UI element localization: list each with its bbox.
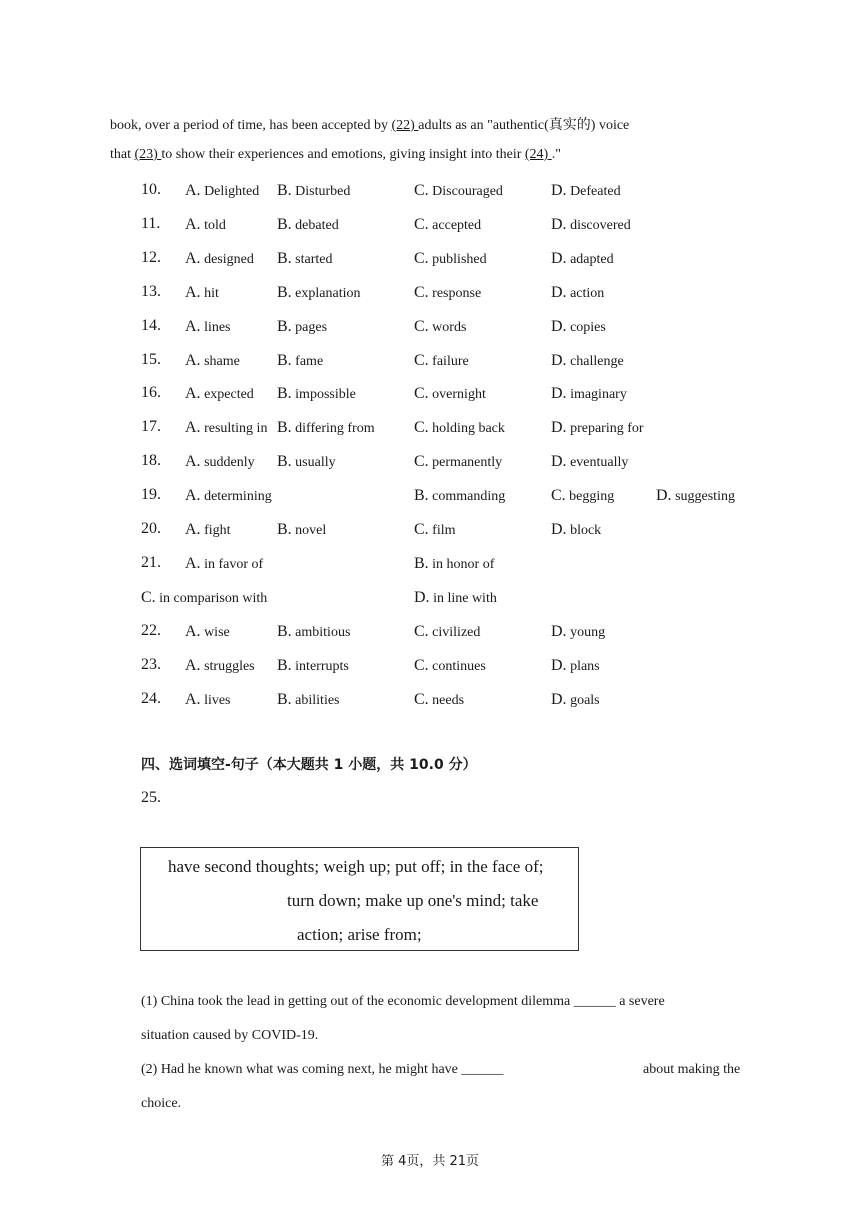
option-text: struggles bbox=[200, 658, 255, 674]
option-text: failure bbox=[428, 353, 469, 369]
option-c bbox=[414, 182, 503, 200]
option-a bbox=[185, 250, 254, 268]
option-text: continues bbox=[428, 658, 486, 674]
option-b bbox=[277, 657, 349, 675]
option-d bbox=[551, 318, 606, 336]
question-number: 13. bbox=[141, 282, 161, 300]
option-letter: B. bbox=[277, 182, 292, 199]
question-number: 21. bbox=[141, 553, 161, 571]
option-d bbox=[551, 521, 601, 539]
page-footer: 第 4页，共 21页 bbox=[380, 1154, 480, 1169]
option-text: lives bbox=[200, 692, 231, 708]
option-letter: A. bbox=[185, 182, 201, 199]
option-b bbox=[277, 691, 340, 709]
option-letter: D. bbox=[551, 351, 567, 369]
option-text: plans bbox=[566, 658, 600, 674]
option-letter: A. bbox=[185, 317, 201, 335]
option-a bbox=[185, 216, 226, 234]
option-a bbox=[185, 385, 254, 403]
blank-24: (24) bbox=[524, 147, 552, 162]
option-text: fame bbox=[291, 353, 324, 369]
section-title: 四、选词填空-句子（本大题共 1 小题，共 10.0 分） bbox=[141, 757, 477, 773]
option-text: determining bbox=[200, 489, 272, 505]
option-text: expected bbox=[200, 387, 254, 403]
option-text: shame bbox=[200, 353, 240, 369]
option-text: permanently bbox=[428, 455, 503, 471]
option-a bbox=[185, 623, 230, 641]
blank-23: (23) bbox=[134, 147, 162, 162]
option-letter: B. bbox=[277, 385, 292, 403]
option-d bbox=[551, 216, 631, 234]
option-text: started bbox=[291, 251, 333, 267]
option-c bbox=[414, 521, 456, 539]
option-letter: B. bbox=[277, 283, 292, 301]
option-b bbox=[277, 216, 339, 234]
question-number: 22. bbox=[141, 621, 161, 639]
option-letter: B. bbox=[414, 554, 429, 572]
option-c bbox=[414, 318, 466, 336]
option-letter: B. bbox=[277, 521, 292, 538]
option-b bbox=[277, 623, 350, 641]
option-text: Discouraged bbox=[428, 184, 503, 199]
option-text: accepted bbox=[428, 217, 482, 233]
option-letter: C. bbox=[414, 419, 429, 437]
option-a bbox=[185, 318, 231, 336]
option-text: imaginary bbox=[566, 387, 627, 403]
option-letter: B. bbox=[277, 656, 292, 674]
passage-text: book, over a period of time, has been accepted by bbox=[110, 118, 392, 133]
option-c bbox=[414, 385, 486, 403]
option-letter: B. bbox=[277, 453, 292, 471]
option-d bbox=[551, 385, 627, 403]
option-text: impossible bbox=[291, 387, 356, 403]
option-text: response bbox=[428, 285, 482, 301]
option-letter: C. bbox=[414, 249, 429, 267]
option-letter: C. bbox=[414, 453, 429, 471]
option-a bbox=[185, 352, 240, 370]
option-text: preparing for bbox=[566, 421, 644, 437]
option-letter: D. bbox=[551, 690, 567, 708]
option-letter: D. bbox=[656, 487, 672, 505]
option-a bbox=[185, 453, 255, 471]
option-a bbox=[185, 657, 255, 675]
option-text: action bbox=[566, 285, 605, 301]
option-text: young bbox=[566, 624, 606, 640]
option-text: holding back bbox=[428, 421, 505, 437]
option-letter: B. bbox=[277, 622, 292, 640]
option-b bbox=[277, 284, 360, 302]
question-number: 15. bbox=[141, 350, 161, 368]
option-text: Disturbed bbox=[291, 184, 351, 199]
question-number: 20. bbox=[141, 520, 161, 537]
option-text: novel bbox=[291, 523, 327, 538]
option-text: begging bbox=[565, 489, 615, 505]
option-letter: D. bbox=[551, 215, 567, 233]
option-letter: D. bbox=[551, 419, 567, 437]
option-letter: A. bbox=[185, 351, 201, 369]
question-number: 24. bbox=[141, 689, 161, 707]
option-letter: D. bbox=[414, 588, 430, 606]
option-b bbox=[277, 352, 323, 370]
word-box-line-1: have second thoughts; weigh up; put off; in the face of; bbox=[168, 857, 544, 876]
option-text: copies bbox=[566, 319, 606, 335]
option-letter: D. bbox=[551, 249, 567, 267]
passage-text: that bbox=[110, 147, 135, 162]
question-number: 12. bbox=[141, 248, 161, 266]
option-letter: B. bbox=[414, 487, 429, 505]
option-letter: A. bbox=[185, 521, 201, 538]
option-b bbox=[277, 453, 336, 471]
question-number: 11. bbox=[141, 214, 161, 232]
option-letter: D. bbox=[551, 622, 567, 640]
option-text: block bbox=[566, 523, 602, 538]
option-text: film bbox=[428, 523, 456, 538]
option-a bbox=[185, 182, 259, 200]
sentence-1-line-2: situation caused by COVID-19. bbox=[141, 1028, 319, 1043]
option-text: goals bbox=[566, 692, 600, 708]
option-text: explanation bbox=[291, 285, 361, 301]
option-letter: C. bbox=[414, 656, 429, 674]
passage-text: adults as an "authentic(真实的) voice bbox=[418, 118, 630, 133]
option-text: in favor of bbox=[200, 556, 264, 572]
option-letter: D. bbox=[551, 317, 567, 335]
option-a bbox=[185, 284, 219, 302]
sentence-2-line-1: (2) Had he known what was coming next, he might have ______ bbox=[141, 1062, 504, 1077]
option-letter: C. bbox=[414, 521, 429, 538]
option-letter: B. bbox=[277, 690, 292, 708]
option-letter: C. bbox=[414, 182, 429, 199]
question-number: 10. bbox=[141, 181, 161, 198]
option-letter: A. bbox=[185, 385, 201, 403]
option-letter: C. bbox=[414, 317, 429, 335]
option-d bbox=[551, 691, 600, 709]
option-text: abilities bbox=[291, 692, 340, 708]
word-box-line-2: turn down; make up one's mind; take bbox=[287, 891, 539, 910]
option-c bbox=[414, 284, 481, 302]
option-d bbox=[551, 657, 600, 675]
passage-text: ." bbox=[551, 147, 561, 162]
option-text: Defeated bbox=[566, 184, 621, 199]
option-text: ambitious bbox=[291, 624, 351, 640]
option-c bbox=[414, 623, 480, 641]
option-d bbox=[551, 250, 614, 268]
option-letter: C. bbox=[414, 385, 429, 403]
option-c bbox=[141, 589, 267, 607]
question-number: 18. bbox=[141, 452, 161, 470]
option-d bbox=[414, 589, 497, 607]
option-c bbox=[414, 250, 487, 268]
passage-line-2 bbox=[110, 147, 561, 163]
option-letter: B. bbox=[277, 215, 292, 233]
option-text: suddenly bbox=[200, 455, 255, 471]
option-text: debated bbox=[291, 217, 339, 233]
option-b bbox=[277, 521, 326, 539]
option-c bbox=[414, 691, 464, 709]
option-letter: A. bbox=[185, 419, 201, 437]
option-letter: C. bbox=[414, 283, 429, 301]
option-text: discovered bbox=[566, 217, 631, 233]
option-letter: C. bbox=[551, 487, 566, 505]
option-b bbox=[277, 250, 333, 268]
option-text: pages bbox=[291, 319, 328, 335]
option-letter: A. bbox=[185, 453, 201, 471]
option-d bbox=[656, 487, 735, 505]
question-number: 14. bbox=[141, 316, 161, 334]
option-letter: D. bbox=[551, 385, 567, 403]
option-a bbox=[185, 521, 231, 539]
option-text: in line with bbox=[429, 590, 497, 606]
option-c bbox=[414, 216, 481, 234]
option-text: in honor of bbox=[428, 556, 495, 572]
option-letter: D. bbox=[551, 656, 567, 674]
option-text: overnight bbox=[428, 387, 486, 403]
question-number: 19. bbox=[141, 486, 161, 504]
option-text: usually bbox=[291, 455, 336, 471]
option-letter: D. bbox=[551, 453, 567, 471]
option-letter: A. bbox=[185, 487, 201, 505]
option-a bbox=[185, 487, 272, 505]
option-c bbox=[414, 419, 505, 437]
option-letter: C. bbox=[414, 351, 429, 369]
option-letter: B. bbox=[277, 419, 292, 437]
option-letter: D. bbox=[551, 521, 567, 538]
option-c bbox=[414, 657, 486, 675]
option-letter: A. bbox=[185, 690, 201, 708]
option-letter: A. bbox=[185, 283, 201, 301]
option-text: eventually bbox=[566, 455, 629, 471]
option-a bbox=[185, 691, 231, 709]
word-box bbox=[140, 847, 579, 951]
sentence-2-line-1-tail: about making the bbox=[643, 1062, 741, 1077]
option-text: wise bbox=[200, 624, 230, 640]
option-letter: C. bbox=[414, 215, 429, 233]
option-text: fight bbox=[200, 523, 231, 538]
option-text: adapted bbox=[566, 251, 614, 267]
option-d bbox=[551, 182, 621, 200]
option-text: resulting in bbox=[200, 421, 268, 437]
sentence-1-line-1: (1) China took the lead in getting out of the economic development dilemma ______ a severe bbox=[141, 994, 665, 1009]
option-text: commanding bbox=[428, 489, 506, 505]
option-letter: B. bbox=[277, 317, 292, 335]
option-d bbox=[551, 352, 624, 370]
option-text: told bbox=[200, 217, 226, 233]
option-c bbox=[414, 453, 502, 471]
option-c bbox=[414, 352, 469, 370]
option-text: hit bbox=[200, 285, 219, 301]
option-letter: A. bbox=[185, 656, 201, 674]
option-text: civilized bbox=[428, 624, 481, 640]
option-letter: A. bbox=[185, 249, 201, 267]
option-b bbox=[414, 487, 505, 505]
option-b bbox=[277, 419, 375, 437]
option-d bbox=[551, 453, 628, 471]
question-number-25: 25. bbox=[141, 789, 161, 806]
option-text: lines bbox=[200, 319, 231, 335]
option-letter: B. bbox=[277, 249, 292, 267]
option-d bbox=[551, 419, 644, 437]
option-letter: A. bbox=[185, 622, 201, 640]
blank-22: (22) bbox=[391, 118, 419, 133]
passage-text: to show their experiences and emotions, giving insight into their bbox=[161, 147, 525, 162]
question-number: 17. bbox=[141, 418, 161, 436]
word-box-line-3: action; arise from; bbox=[297, 925, 422, 944]
option-a bbox=[185, 555, 263, 573]
option-text: words bbox=[428, 319, 467, 335]
option-letter: D. bbox=[551, 182, 567, 199]
option-d bbox=[551, 284, 604, 302]
passage-line-1 bbox=[110, 114, 629, 134]
option-d bbox=[551, 623, 605, 641]
sentence-2-line-2: choice. bbox=[141, 1096, 182, 1111]
option-b bbox=[414, 555, 494, 573]
question-number: 23. bbox=[141, 655, 161, 673]
option-c bbox=[551, 487, 614, 505]
option-text: needs bbox=[428, 692, 465, 708]
option-letter: A. bbox=[185, 554, 201, 572]
option-text: interrupts bbox=[291, 658, 349, 674]
option-a bbox=[185, 419, 267, 437]
option-b bbox=[277, 385, 356, 403]
option-letter: A. bbox=[185, 215, 201, 233]
question-number: 16. bbox=[141, 384, 161, 402]
option-b bbox=[277, 318, 327, 336]
option-text: published bbox=[428, 251, 487, 267]
option-text: Delighted bbox=[200, 184, 260, 199]
option-text: designed bbox=[200, 251, 254, 267]
option-text: in comparison with bbox=[155, 590, 268, 606]
option-text: challenge bbox=[566, 353, 624, 369]
option-letter: B. bbox=[277, 351, 292, 369]
option-letter: C. bbox=[141, 588, 156, 606]
option-letter: C. bbox=[414, 690, 429, 708]
option-letter: D. bbox=[551, 283, 567, 301]
option-text: suggesting bbox=[671, 489, 735, 505]
option-letter: C. bbox=[414, 622, 429, 640]
option-text: differing from bbox=[291, 421, 375, 437]
option-b bbox=[277, 182, 350, 200]
